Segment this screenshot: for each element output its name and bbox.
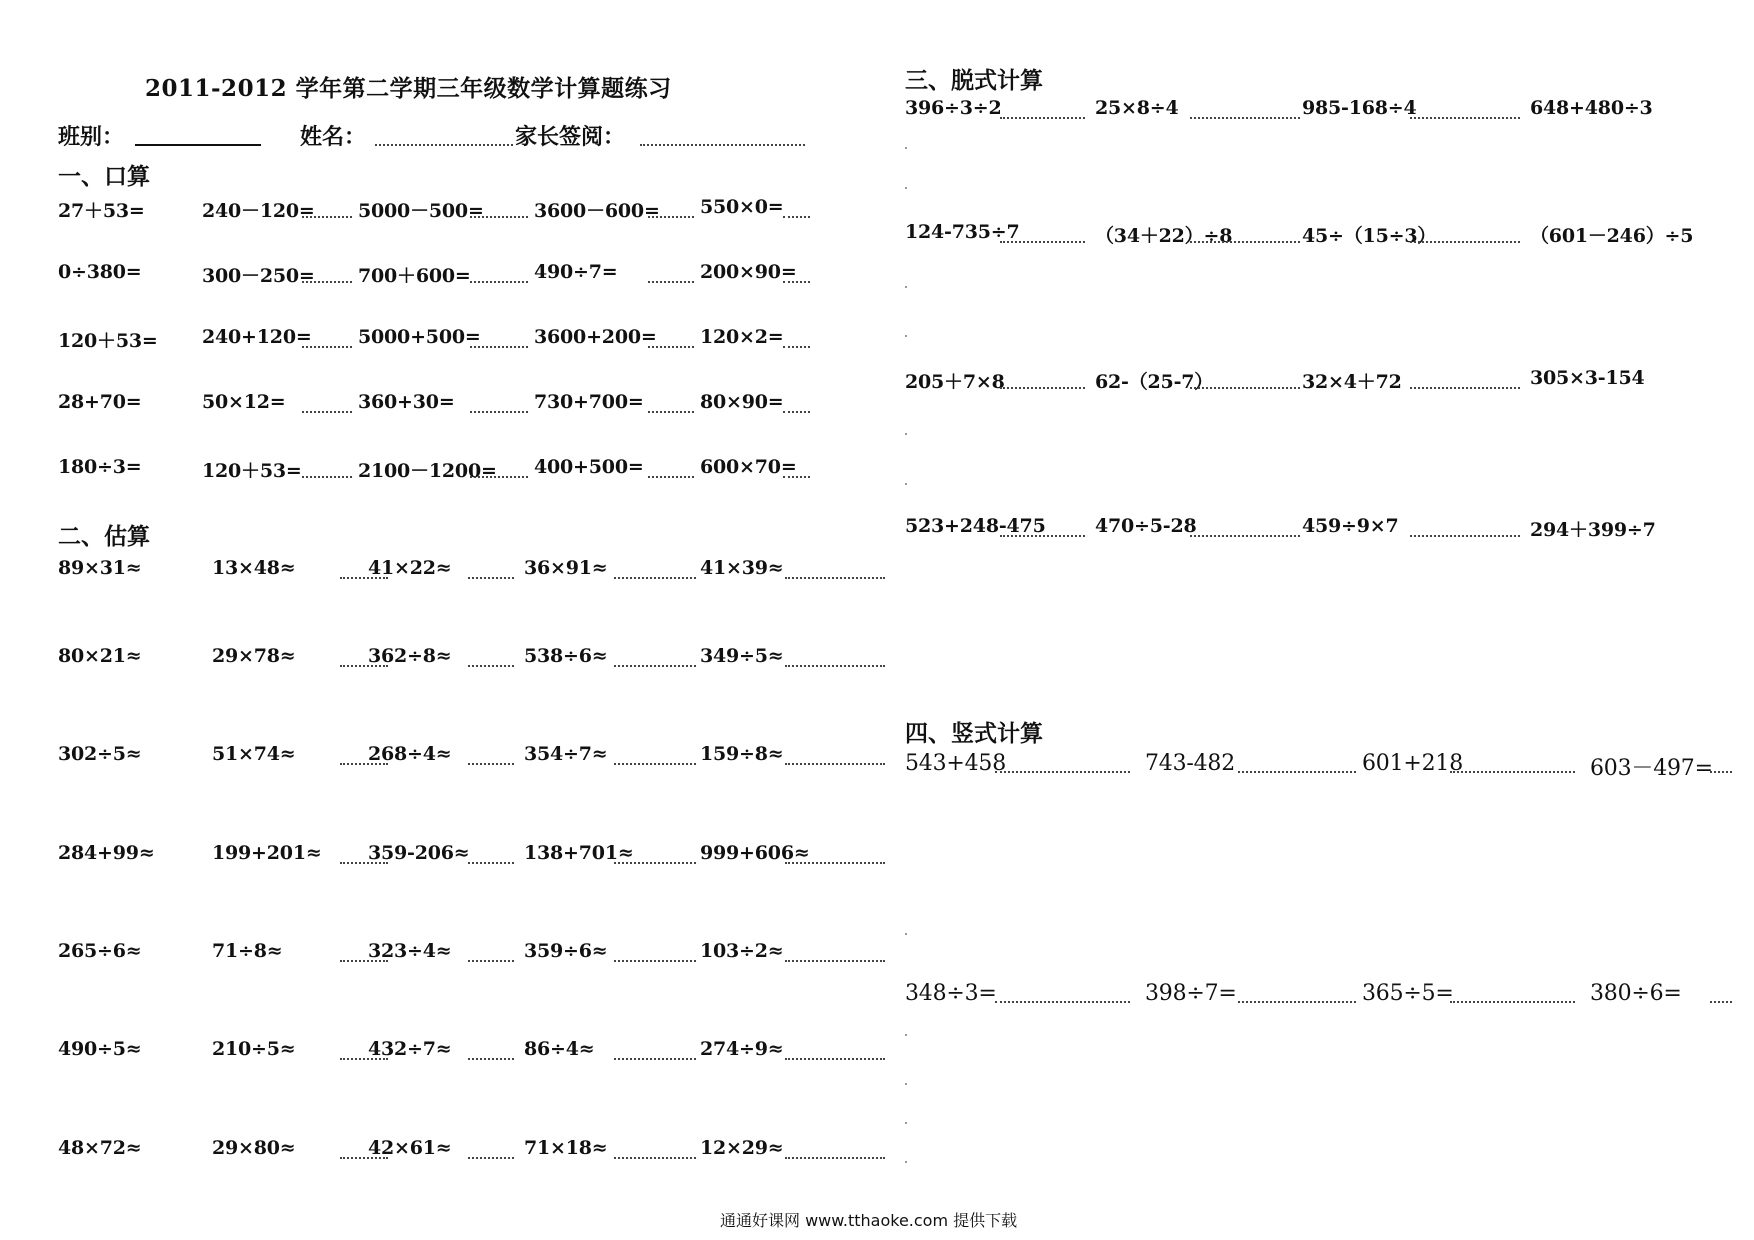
estimate-problem: 42×61≈ bbox=[368, 1137, 452, 1159]
footer-credit: 通通好课网 www.tthaoke.com 提供下载 bbox=[720, 1211, 1018, 1230]
estimate-answer-dots bbox=[614, 577, 696, 579]
estimate-problem: 159÷8≈ bbox=[700, 743, 784, 765]
estimate-problem: 432÷7≈ bbox=[368, 1038, 452, 1060]
estimate-problem: 29×78≈ bbox=[212, 645, 296, 667]
estimate-problem: 41×22≈ bbox=[368, 557, 452, 579]
margin-dot bbox=[905, 1083, 907, 1085]
estimate-problem: 323÷4≈ bbox=[368, 940, 452, 962]
oral-answer-dots bbox=[648, 216, 694, 218]
vertical-problem: 398÷7= bbox=[1145, 981, 1237, 1006]
oral-problem: 2100－1200= bbox=[358, 460, 497, 482]
oral-problem: 3600+200= bbox=[534, 326, 657, 348]
section-oral-heading: 一、口算 bbox=[58, 163, 150, 190]
stepwise-problem: 470÷5-28 bbox=[1095, 515, 1197, 537]
stepwise-answer-dots bbox=[1000, 387, 1085, 389]
oral-problem: 240－120= bbox=[202, 200, 315, 222]
section-estimate-heading: 二、估算 bbox=[58, 523, 150, 550]
estimate-answer-dots bbox=[785, 960, 885, 962]
oral-problem: 120×2= bbox=[700, 326, 784, 348]
estimate-answer-dots bbox=[468, 577, 514, 579]
class-label: 班别： bbox=[58, 124, 125, 150]
estimate-problem: 51×74≈ bbox=[212, 743, 296, 765]
oral-answer-dots bbox=[302, 281, 352, 283]
stepwise-answer-dots bbox=[1000, 117, 1085, 119]
oral-problem: 28+70= bbox=[58, 391, 142, 413]
vertical-problem: 743-482 bbox=[1145, 751, 1236, 776]
oral-problem: 27＋53= bbox=[58, 200, 145, 222]
estimate-answer-dots bbox=[785, 763, 885, 765]
stepwise-answer-dots bbox=[1190, 117, 1300, 119]
stepwise-problem: 45÷（15÷3） bbox=[1302, 225, 1437, 247]
estimate-problem: 138+701≈ bbox=[524, 842, 634, 864]
page-title: 2011-2012 学年第二学期三年级数学计算题练习 bbox=[145, 75, 672, 102]
vertical-problem: 365÷5= bbox=[1362, 981, 1454, 1006]
estimate-answer-dots bbox=[468, 862, 514, 864]
estimate-answer-dots bbox=[614, 1157, 696, 1159]
estimate-problem: 71×18≈ bbox=[524, 1137, 608, 1159]
vertical-answer-dots bbox=[1710, 771, 1732, 773]
estimate-problem: 349÷5≈ bbox=[700, 645, 784, 667]
stepwise-problem: 294＋399÷7 bbox=[1530, 519, 1656, 541]
stepwise-problem: 459÷9×7 bbox=[1302, 515, 1399, 537]
vertical-answer-dots bbox=[1710, 1001, 1732, 1003]
oral-problem: 50×12= bbox=[202, 391, 286, 413]
estimate-problem: 36×91≈ bbox=[524, 557, 608, 579]
vertical-answer-dots bbox=[1450, 1001, 1575, 1003]
parent-signature-field[interactable] bbox=[640, 144, 805, 146]
oral-answer-dots bbox=[470, 411, 528, 413]
estimate-answer-dots bbox=[614, 1058, 696, 1060]
vertical-problem: 380÷6= bbox=[1590, 981, 1682, 1006]
vertical-answer-dots bbox=[1450, 771, 1575, 773]
estimate-problem: 13×48≈ bbox=[212, 557, 296, 579]
estimate-problem: 284+99≈ bbox=[58, 842, 155, 864]
stepwise-problem: （601－246）÷5 bbox=[1530, 225, 1694, 247]
name-label: 姓名： bbox=[300, 124, 367, 150]
vertical-problem: 348÷3= bbox=[905, 981, 997, 1006]
parent-signature-label: 家长签阅： bbox=[515, 124, 626, 150]
estimate-problem: 999+606≈ bbox=[700, 842, 810, 864]
estimate-problem: 48×72≈ bbox=[58, 1137, 142, 1159]
estimate-answer-dots bbox=[785, 862, 885, 864]
oral-answer-dots bbox=[302, 476, 352, 478]
estimate-problem: 362÷8≈ bbox=[368, 645, 452, 667]
estimate-problem: 41×39≈ bbox=[700, 557, 784, 579]
estimate-answer-dots bbox=[614, 862, 696, 864]
stepwise-problem: 62-（25-7） bbox=[1095, 371, 1214, 393]
section-stepwise-heading: 三、脱式计算 bbox=[905, 67, 1043, 94]
oral-problem: 120＋53= bbox=[58, 330, 158, 352]
oral-problem: 3600－600= bbox=[534, 200, 660, 222]
margin-dot bbox=[905, 1122, 907, 1124]
oral-problem: 120＋53= bbox=[202, 460, 302, 482]
section-vertical-heading: 四、竖式计算 bbox=[905, 720, 1043, 747]
stepwise-problem: 205＋7×8 bbox=[905, 371, 1005, 393]
oral-answer-dots bbox=[783, 476, 810, 478]
vertical-problem: 603－497= bbox=[1590, 756, 1713, 781]
vertical-problem: 543+458 bbox=[905, 751, 1007, 776]
oral-answer-dots bbox=[470, 346, 528, 348]
oral-problem: 200×90= bbox=[700, 261, 797, 283]
stepwise-problem: 985-168÷4 bbox=[1302, 97, 1417, 119]
estimate-problem: 354÷7≈ bbox=[524, 743, 608, 765]
estimate-answer-dots bbox=[468, 1157, 514, 1159]
stepwise-answer-dots bbox=[1410, 241, 1520, 243]
oral-problem: 5000－500= bbox=[358, 200, 484, 222]
stepwise-problem: （34＋22）÷8 bbox=[1095, 225, 1233, 247]
estimate-problem: 210÷5≈ bbox=[212, 1038, 296, 1060]
oral-answer-dots bbox=[648, 476, 694, 478]
oral-answer-dots bbox=[783, 346, 810, 348]
estimate-answer-dots bbox=[785, 1058, 885, 1060]
estimate-answer-dots bbox=[468, 960, 514, 962]
stepwise-problem: 124-735÷7 bbox=[905, 221, 1020, 243]
oral-answer-dots bbox=[783, 216, 810, 218]
estimate-answer-dots bbox=[614, 665, 696, 667]
stepwise-problem: 25×8÷4 bbox=[1095, 97, 1179, 119]
oral-answer-dots bbox=[470, 281, 528, 283]
estimate-problem: 265÷6≈ bbox=[58, 940, 142, 962]
estimate-problem: 359÷6≈ bbox=[524, 940, 608, 962]
estimate-answer-dots bbox=[785, 577, 885, 579]
stepwise-answer-dots bbox=[1410, 535, 1520, 537]
stepwise-problem: 648+480÷3 bbox=[1530, 97, 1653, 119]
margin-dot bbox=[905, 1161, 907, 1163]
oral-answer-dots bbox=[648, 411, 694, 413]
stepwise-answer-dots bbox=[1410, 117, 1520, 119]
oral-problem: 80×90= bbox=[700, 391, 784, 413]
class-field[interactable] bbox=[135, 144, 261, 146]
oral-problem: 730+700= bbox=[534, 391, 644, 413]
oral-answer-dots bbox=[648, 346, 694, 348]
stepwise-answer-dots bbox=[1000, 241, 1085, 243]
estimate-problem: 89×31≈ bbox=[58, 557, 142, 579]
estimate-problem: 29×80≈ bbox=[212, 1137, 296, 1159]
stepwise-answer-dots bbox=[1190, 535, 1300, 537]
estimate-problem: 86÷4≈ bbox=[524, 1038, 595, 1060]
oral-problem: 600×70= bbox=[700, 456, 797, 478]
vertical-problem: 601+218 bbox=[1362, 751, 1464, 776]
estimate-problem: 274÷9≈ bbox=[700, 1038, 784, 1060]
margin-dot bbox=[905, 1034, 907, 1036]
margin-dot bbox=[905, 147, 907, 149]
margin-dot bbox=[905, 286, 907, 288]
oral-answer-dots bbox=[302, 411, 352, 413]
oral-problem: 240+120= bbox=[202, 326, 312, 348]
estimate-answer-dots bbox=[468, 763, 514, 765]
stepwise-answer-dots bbox=[1000, 535, 1085, 537]
oral-problem: 5000+500= bbox=[358, 326, 481, 348]
vertical-answer-dots bbox=[1238, 1001, 1356, 1003]
oral-problem: 550×0= bbox=[700, 196, 784, 218]
oral-answer-dots bbox=[470, 476, 528, 478]
oral-problem: 490÷7= bbox=[534, 261, 618, 283]
name-field[interactable] bbox=[375, 144, 513, 146]
stepwise-answer-dots bbox=[1190, 387, 1300, 389]
oral-problem: 700＋600= bbox=[358, 265, 471, 287]
estimate-problem: 538÷6≈ bbox=[524, 645, 608, 667]
estimate-answer-dots bbox=[614, 960, 696, 962]
estimate-answer-dots bbox=[785, 665, 885, 667]
oral-answer-dots bbox=[648, 281, 694, 283]
oral-answer-dots bbox=[783, 411, 810, 413]
oral-problem: 0÷380= bbox=[58, 261, 142, 283]
oral-answer-dots bbox=[302, 216, 352, 218]
stepwise-problem: 305×3-154 bbox=[1530, 367, 1645, 389]
oral-answer-dots bbox=[302, 346, 352, 348]
oral-answer-dots bbox=[470, 216, 528, 218]
margin-dot bbox=[905, 433, 907, 435]
vertical-answer-dots bbox=[1238, 771, 1356, 773]
oral-problem: 400+500= bbox=[534, 456, 644, 478]
stepwise-problem: 396÷3÷2 bbox=[905, 97, 1002, 119]
estimate-problem: 302÷5≈ bbox=[58, 743, 142, 765]
stepwise-problem: 523+248-475 bbox=[905, 515, 1046, 537]
oral-problem: 360+30= bbox=[358, 391, 455, 413]
estimate-answer-dots bbox=[468, 665, 514, 667]
estimate-problem: 12×29≈ bbox=[700, 1137, 784, 1159]
stepwise-problem: 32×4＋72 bbox=[1302, 371, 1402, 393]
oral-problem: 300－250= bbox=[202, 265, 315, 287]
estimate-problem: 80×21≈ bbox=[58, 645, 142, 667]
margin-dot bbox=[905, 187, 907, 189]
margin-dot bbox=[905, 483, 907, 485]
estimate-answer-dots bbox=[468, 1058, 514, 1060]
vertical-answer-dots bbox=[995, 771, 1130, 773]
estimate-problem: 490÷5≈ bbox=[58, 1038, 142, 1060]
estimate-answer-dots bbox=[785, 1157, 885, 1159]
estimate-problem: 103÷2≈ bbox=[700, 940, 784, 962]
estimate-problem: 268÷4≈ bbox=[368, 743, 452, 765]
margin-dot bbox=[905, 933, 907, 935]
estimate-problem: 71÷8≈ bbox=[212, 940, 283, 962]
stepwise-answer-dots bbox=[1190, 241, 1300, 243]
estimate-answer-dots bbox=[614, 763, 696, 765]
oral-answer-dots bbox=[783, 281, 810, 283]
margin-dot bbox=[905, 335, 907, 337]
estimate-problem: 199+201≈ bbox=[212, 842, 322, 864]
oral-problem: 180÷3= bbox=[58, 456, 142, 478]
vertical-answer-dots bbox=[995, 1001, 1130, 1003]
estimate-problem: 359-206≈ bbox=[368, 842, 470, 864]
stepwise-answer-dots bbox=[1410, 387, 1520, 389]
